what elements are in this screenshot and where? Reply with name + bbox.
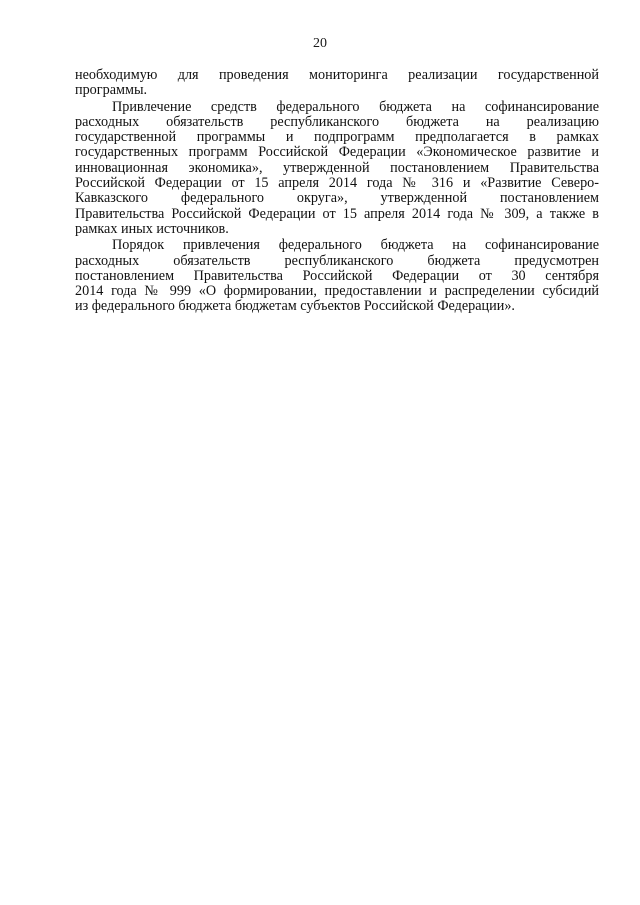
text-line: Российской Федерации от 15 апреля 2014 года № 316 и «Развитие Северо- bbox=[75, 176, 599, 192]
text-line: Привлечение средств федерального бюджета на софинансирование bbox=[112, 99, 599, 115]
document-body bbox=[75, 68, 599, 315]
text-line: государственной программы и подпрограмм предполагается в рамках bbox=[75, 130, 599, 146]
text-line: рамках иных источников. bbox=[75, 221, 229, 237]
page-number: 20 bbox=[313, 36, 327, 51]
paragraph-2 bbox=[75, 100, 599, 238]
text-line: необходимую для проведения мониторинга реализации государственной bbox=[75, 68, 599, 83]
text-line: расходных обязательств республиканского бюджета на реализацию bbox=[75, 114, 599, 130]
text-line: постановлением Правительства Российской Федерации от 30 сентября bbox=[75, 268, 599, 284]
text-line: расходных обязательств республиканского бюджета предусмотрен bbox=[75, 253, 599, 269]
text-line: Порядок привлечения федерального бюджета на софинансирование bbox=[112, 238, 599, 254]
text-line: инновационная экономика», утвержденной постановлением Правительства bbox=[75, 160, 599, 176]
text-line: программы. bbox=[75, 83, 148, 99]
text-line: государственных программ Российской Федерации «Экономическое развитие и bbox=[75, 145, 599, 161]
paragraph-1 bbox=[75, 68, 599, 99]
text-line: Правительства Российской Федерации от 15 апреля 2014 года № 309, а также в bbox=[75, 206, 599, 222]
paragraph-3 bbox=[75, 238, 599, 314]
text-line: 2014 года № 999 «О формировании, предоставлении и распределении субсидий bbox=[75, 284, 599, 300]
text-line: Кавказского федерального округа», утвержденной постановлением bbox=[75, 191, 599, 207]
text-line: из федерального бюджета бюджетам субъектов Российской Федерации». bbox=[75, 299, 515, 315]
